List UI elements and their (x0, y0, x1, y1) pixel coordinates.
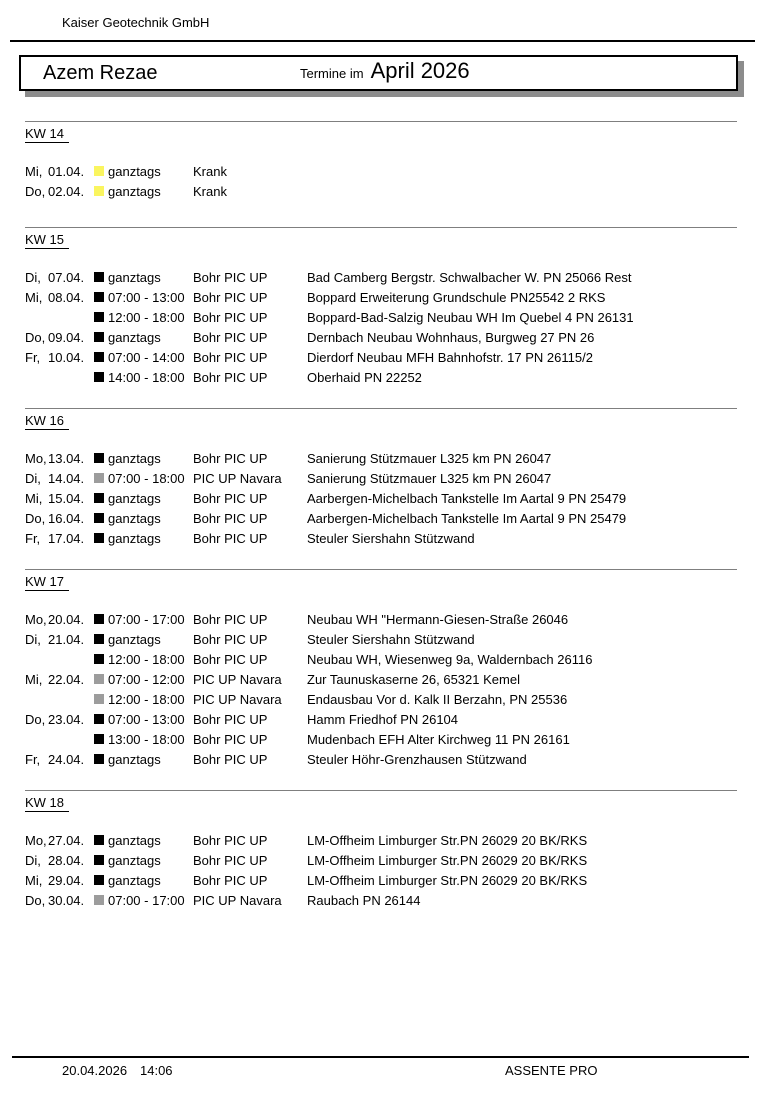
row-date: 23.04. (48, 711, 85, 727)
row-date: 13.04. (48, 450, 85, 466)
row-description: Steuler Siershahn Stützwand (307, 530, 475, 546)
termine-title (300, 60, 470, 83)
marker-cell (94, 835, 108, 845)
row-description: Raubach PN 26144 (307, 892, 421, 908)
row-time: ganztags (108, 183, 161, 199)
week-section (25, 790, 737, 931)
row-resource: Bohr PIC UP (193, 530, 268, 546)
row-day: Do, (25, 183, 46, 199)
row-time: 07:00 - 17:00 (108, 892, 185, 908)
row-resource: PIC UP Navara (193, 671, 282, 687)
category-marker (94, 634, 104, 644)
row-time: 07:00 - 13:00 (108, 711, 185, 727)
row-description: Boppard-Bad-Salzig Neubau WH Im Quebel 4 PN 26131 (307, 309, 634, 325)
schedule-row (25, 488, 737, 508)
row-resource: Bohr PIC UP (193, 329, 268, 345)
app-name: ASSENTE PRO (505, 1063, 598, 1078)
row-date: 02.04. (48, 183, 85, 199)
row-day: Do, (25, 329, 46, 345)
row-resource: Bohr PIC UP (193, 832, 268, 848)
row-time: ganztags (108, 631, 161, 647)
week-label: KW 16 (25, 413, 69, 430)
row-time: ganztags (108, 490, 161, 506)
row-day: Mi, (25, 490, 43, 506)
schedule-row (25, 347, 737, 367)
marker-cell (94, 714, 108, 724)
schedule-row (25, 468, 737, 488)
row-description: Mudenbach EFH Alter Kirchweg 11 PN 26161 (307, 731, 570, 747)
header-rule (10, 40, 755, 42)
row-description: Oberhaid PN 22252 (307, 369, 422, 385)
row-day: Di, (25, 470, 41, 486)
row-day: Di, (25, 852, 41, 868)
row-resource: Bohr PIC UP (193, 349, 268, 365)
category-marker (94, 186, 104, 196)
row-day: Mi, (25, 289, 43, 305)
row-resource: PIC UP Navara (193, 892, 282, 908)
schedule-rows (25, 161, 737, 201)
category-marker (94, 332, 104, 342)
row-time: ganztags (108, 751, 161, 767)
category-marker (94, 855, 104, 865)
row-time: ganztags (108, 329, 161, 345)
schedule-row (25, 890, 737, 910)
category-marker (94, 312, 104, 322)
category-marker (94, 473, 104, 483)
marker-cell (94, 875, 108, 885)
marker-cell (94, 634, 108, 644)
category-marker (94, 734, 104, 744)
schedule-row (25, 749, 737, 769)
marker-cell (94, 332, 108, 342)
row-time: 07:00 - 14:00 (108, 349, 185, 365)
marker-cell (94, 473, 108, 483)
row-resource: Bohr PIC UP (193, 751, 268, 767)
month-title: April 2026 (370, 58, 470, 83)
category-marker (94, 493, 104, 503)
row-resource: Bohr PIC UP (193, 711, 268, 727)
schedule-row (25, 528, 737, 548)
schedule-row (25, 508, 737, 528)
marker-cell (94, 754, 108, 764)
row-date: 24.04. (48, 751, 85, 767)
footer-rule (12, 1056, 749, 1058)
row-day: Fr, (25, 530, 41, 546)
row-date: 08.04. (48, 289, 85, 305)
row-time: 12:00 - 18:00 (108, 691, 185, 707)
row-time: ganztags (108, 450, 161, 466)
row-description: Endausbau Vor d. Kalk II Berzahn, PN 25536 (307, 691, 568, 707)
marker-cell (94, 372, 108, 382)
row-description: Dierdorf Neubau MFH Bahnhofstr. 17 PN 26115/2 (307, 349, 593, 365)
category-marker (94, 694, 104, 704)
schedule-row (25, 629, 737, 649)
row-day: Mo, (25, 611, 47, 627)
row-description: Zur Taunuskaserne 26, 65321 Kemel (307, 671, 520, 687)
row-description: LM-Offheim Limburger Str.PN 26029 20 BK/RKS (307, 852, 588, 868)
week-section (25, 569, 737, 790)
row-resource: Bohr PIC UP (193, 510, 268, 526)
row-time: 07:00 - 17:00 (108, 611, 185, 627)
row-description: Boppard Erweiterung Grundschule PN25542 2 RKS (307, 289, 606, 305)
marker-cell (94, 654, 108, 664)
schedule-row (25, 367, 737, 387)
schedule-row (25, 830, 737, 850)
row-day: Mi, (25, 872, 43, 888)
footer (0, 1063, 780, 1079)
marker-cell (94, 272, 108, 282)
week-label: KW 18 (25, 795, 69, 812)
marker-cell (94, 694, 108, 704)
row-resource: Bohr PIC UP (193, 611, 268, 627)
week-label: KW 14 (25, 126, 69, 143)
row-time: ganztags (108, 510, 161, 526)
row-description: Aarbergen-Michelbach Tankstelle Im Aartal 9 PN 25479 (307, 490, 627, 506)
schedule-rows (25, 448, 737, 548)
row-time: 07:00 - 13:00 (108, 289, 185, 305)
week-section (25, 121, 737, 227)
row-resource: PIC UP Navara (193, 470, 282, 486)
marker-cell (94, 352, 108, 362)
row-date: 30.04. (48, 892, 85, 908)
row-description: Neubau WH, Wiesenweg 9a, Waldernbach 26116 (307, 651, 593, 667)
row-description: Steuler Höhr-Grenzhausen Stützwand (307, 751, 527, 767)
row-resource: Krank (193, 183, 227, 199)
row-time: ganztags (108, 163, 161, 179)
row-description: Bad Camberg Bergstr. Schwalbacher W. PN 25066 Rest (307, 269, 632, 285)
row-day: Di, (25, 631, 41, 647)
schedule-row (25, 669, 737, 689)
week-label: KW 17 (25, 574, 69, 591)
schedule-row (25, 327, 737, 347)
row-day: Mo, (25, 832, 47, 848)
category-marker (94, 674, 104, 684)
row-description: Steuler Siershahn Stützwand (307, 631, 475, 647)
marker-cell (94, 453, 108, 463)
marker-cell (94, 312, 108, 322)
row-date: 07.04. (48, 269, 85, 285)
schedule-row (25, 448, 737, 468)
schedule-row (25, 870, 737, 890)
category-marker (94, 714, 104, 724)
category-marker (94, 453, 104, 463)
schedule-row (25, 689, 737, 709)
footer-date: 20.04.2026 (62, 1063, 128, 1078)
title-box (19, 55, 738, 91)
company-name: Kaiser Geotechnik GmbH (62, 15, 210, 30)
row-time: ganztags (108, 530, 161, 546)
row-time: 14:00 - 18:00 (108, 369, 185, 385)
category-marker (94, 166, 104, 176)
category-marker (94, 835, 104, 845)
row-date: 27.04. (48, 832, 85, 848)
row-description: Sanierung Stützmauer L325 km PN 26047 (307, 470, 552, 486)
row-resource: Bohr PIC UP (193, 731, 268, 747)
category-marker (94, 895, 104, 905)
row-time: ganztags (108, 832, 161, 848)
row-resource: Bohr PIC UP (193, 309, 268, 325)
category-marker (94, 292, 104, 302)
row-resource: Bohr PIC UP (193, 369, 268, 385)
category-marker (94, 372, 104, 382)
row-time: 12:00 - 18:00 (108, 309, 185, 325)
schedule-row (25, 287, 737, 307)
row-time: 12:00 - 18:00 (108, 651, 185, 667)
row-date: 29.04. (48, 872, 85, 888)
marker-cell (94, 533, 108, 543)
schedule-row (25, 649, 737, 669)
schedule-row (25, 267, 737, 287)
row-date: 22.04. (48, 671, 85, 687)
row-day: Do, (25, 510, 46, 526)
row-resource: Bohr PIC UP (193, 289, 268, 305)
row-date: 01.04. (48, 163, 85, 179)
marker-cell (94, 513, 108, 523)
week-label: KW 15 (25, 232, 69, 249)
row-description: LM-Offheim Limburger Str.PN 26029 20 BK/RKS (307, 832, 588, 848)
row-time: ganztags (108, 269, 161, 285)
row-time: 07:00 - 12:00 (108, 671, 185, 687)
row-description: LM-Offheim Limburger Str.PN 26029 20 BK/RKS (307, 872, 588, 888)
row-resource: Bohr PIC UP (193, 450, 268, 466)
row-description: Aarbergen-Michelbach Tankstelle Im Aartal 9 PN 25479 (307, 510, 627, 526)
row-description: Hamm Friedhof PN 26104 (307, 711, 459, 727)
marker-cell (94, 166, 108, 176)
row-date: 14.04. (48, 470, 85, 486)
row-day: Fr, (25, 751, 41, 767)
marker-cell (94, 734, 108, 744)
footer-time: 14:06 (140, 1063, 173, 1078)
marker-cell (94, 895, 108, 905)
schedule-row (25, 181, 737, 201)
marker-cell (94, 614, 108, 624)
row-resource: Bohr PIC UP (193, 872, 268, 888)
row-day: Mo, (25, 450, 47, 466)
row-time: ganztags (108, 852, 161, 868)
row-date: 20.04. (48, 611, 85, 627)
row-day: Do, (25, 892, 46, 908)
row-description: Sanierung Stützmauer L325 km PN 26047 (307, 450, 552, 466)
row-date: 17.04. (48, 530, 85, 546)
sections (25, 121, 737, 931)
row-day: Do, (25, 711, 46, 727)
row-time: 13:00 - 18:00 (108, 731, 185, 747)
row-date: 28.04. (48, 852, 85, 868)
marker-cell (94, 292, 108, 302)
schedule-row (25, 161, 737, 181)
row-date: 09.04. (48, 329, 85, 345)
marker-cell (94, 855, 108, 865)
row-resource: Bohr PIC UP (193, 490, 268, 506)
row-description: Neubau WH "Hermann-Giesen-Straße 26046 (307, 611, 569, 627)
schedule-row (25, 307, 737, 327)
row-resource: Bohr PIC UP (193, 651, 268, 667)
week-section (25, 408, 737, 569)
person-name: Azem Rezae (43, 62, 158, 84)
category-marker (94, 513, 104, 523)
marker-cell (94, 674, 108, 684)
schedule-rows (25, 267, 737, 387)
category-marker (94, 272, 104, 282)
schedule-row (25, 729, 737, 749)
week-section (25, 227, 737, 408)
row-date: 16.04. (48, 510, 85, 526)
schedule-row (25, 609, 737, 629)
schedule-rows (25, 830, 737, 910)
row-description: Dernbach Neubau Wohnhaus, Burgweg 27 PN 26 (307, 329, 595, 345)
marker-cell (94, 493, 108, 503)
schedule-row (25, 850, 737, 870)
row-resource: Bohr PIC UP (193, 631, 268, 647)
row-date: 21.04. (48, 631, 85, 647)
row-time: 07:00 - 18:00 (108, 470, 185, 486)
category-marker (94, 754, 104, 764)
row-resource: Bohr PIC UP (193, 269, 268, 285)
schedule-rows (25, 609, 737, 769)
row-day: Fr, (25, 349, 41, 365)
category-marker (94, 875, 104, 885)
row-day: Mi, (25, 671, 43, 687)
category-marker (94, 614, 104, 624)
row-day: Di, (25, 269, 41, 285)
category-marker (94, 654, 104, 664)
marker-cell (94, 186, 108, 196)
category-marker (94, 533, 104, 543)
row-resource: Krank (193, 163, 227, 179)
row-time: ganztags (108, 872, 161, 888)
termine-prefix: Termine im (300, 66, 364, 81)
row-resource: PIC UP Navara (193, 691, 282, 707)
row-date: 15.04. (48, 490, 85, 506)
row-date: 10.04. (48, 349, 85, 365)
schedule-row (25, 709, 737, 729)
category-marker (94, 352, 104, 362)
row-day: Mi, (25, 163, 43, 179)
row-resource: Bohr PIC UP (193, 852, 268, 868)
